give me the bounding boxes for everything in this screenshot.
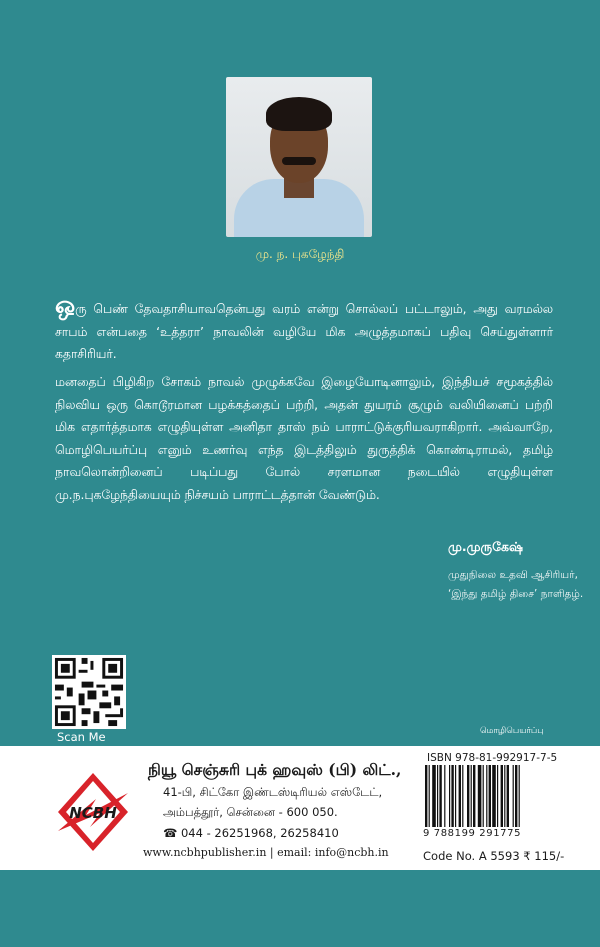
publisher-address-1: 41-பி, சிட்கோ இண்டஸ்டிரியல் எஸ்டேட், — [163, 785, 383, 799]
publisher-phone: ☎ 044 - 26251968, 26258410 — [163, 826, 339, 840]
blurb-paragraph-1-text: ரு பெண் தேவதாசியாவதென்பது வரம் என்று சொல்லப் பட்டாலும், அது வரமல்ல சாபம் என்பதை ‘உத்தரா’ நாவலின் வழியே மிக அழுத்தமாகப் பதிவு செய்துள்ளார் கதாசிரியர். — [55, 302, 553, 361]
author-photo-caption: மு. ந. புகழேந்தி — [255, 247, 345, 261]
publisher-web-email[interactable]: www.ncbhpublisher.in | email: info@ncbh.in — [143, 846, 389, 859]
ncbh-logo — [56, 771, 130, 853]
qr-code[interactable] — [52, 655, 126, 729]
logo-text: NCBH — [69, 804, 117, 822]
isbn: ISBN 978-81-992917-7-5 — [427, 752, 558, 764]
publisher-address-2: அம்பத்தூர், சென்னை - 600 050. — [163, 805, 338, 819]
reviewer-publication: ‘இந்து தமிழ் திசை’ நாளிதழ். — [448, 588, 584, 600]
publisher-name: நியூ செஞ்சுரி புக் ஹவுஸ் (பி) லிட்., — [148, 760, 402, 779]
qr-label: Scan Me — [57, 730, 106, 744]
code-and-price: Code No. A 5593 ₹ 115/- — [423, 849, 565, 863]
barcode — [423, 765, 573, 827]
author-photo — [226, 77, 372, 237]
reviewer-title: முதுநிலை உதவி ஆசிரியர், — [448, 569, 578, 581]
blurb-paragraph-1 — [55, 291, 553, 366]
blurb-paragraph-2: மனதைப் பிழிகிற சோகம் நாவல் முழுக்கவே இழையோடினாலும், இந்தியச் சமூகத்தில் நிலவிய ஒரு கொடூரமான பழக்கத்தைப் பற்றி, அதன் துயரம் சூழும் வலியினைப் பற்றி மிக எதார்த்தமாக எழுதியுள்ள அனிதா தாஸ் நம் பாராட்டுக்குரியவராகிறார். அவ்வாறே, மொழிபெயர்ப்பு எனும் உணர்வு எந்த இடத்திலும் துருத்திக் கொண்டிராமல், தமிழ் நாவலொன்றினைப் படிப்பது போல் சரளமான நடையில் எழுதியுள்ள மு.ந.புகழேந்தியையும் நிச்சயம் பாராட்டத்தான் வேண்டும். — [55, 375, 553, 502]
barcode-number: 9 788199 291775 — [423, 828, 522, 839]
reviewer-name: மு.முருகேஷ் — [448, 539, 523, 554]
genre-label: மொழிபெயர்ப்பு — [480, 726, 544, 736]
blurb-dropcap: ஒ — [55, 291, 76, 319]
